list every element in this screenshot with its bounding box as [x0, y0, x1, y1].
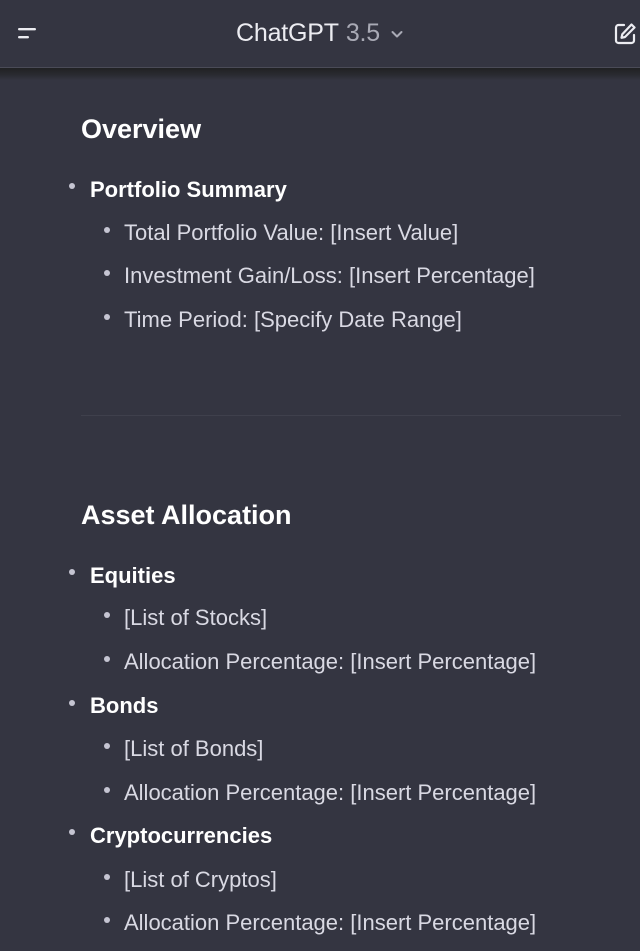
list-item: [List of Bonds] [124, 736, 264, 761]
bullet-icon [104, 314, 110, 320]
menu-icon[interactable] [16, 22, 40, 46]
app-title: ChatGPT [236, 19, 339, 47]
bullet-icon [69, 183, 75, 189]
list-item: [List of Stocks] [124, 605, 268, 630]
bullet-icon [69, 829, 75, 835]
title-wrapper [0, 0, 640, 67]
list-item: [List of Cryptos] [124, 867, 277, 892]
section-heading-overview: Overview [81, 114, 202, 144]
chevron-down-icon [390, 27, 404, 41]
header-shadow [0, 68, 640, 80]
list-item: Allocation Percentage: [Insert Percentage] [124, 910, 537, 935]
list-item-portfolio-summary: Portfolio Summary [90, 177, 287, 202]
bullet-icon [104, 227, 110, 233]
bullet-icon [104, 787, 110, 793]
bullet-icon [104, 743, 110, 749]
bullet-icon [104, 656, 110, 662]
bullet-icon [104, 612, 110, 618]
top-bar [0, 0, 640, 68]
bullet-icon [104, 874, 110, 880]
bullet-icon [69, 569, 75, 575]
list-item: Total Portfolio Value: [Insert Value] [124, 220, 459, 245]
list-item: Investment Gain/Loss: [Insert Percentage] [124, 263, 535, 288]
list-item: Allocation Percentage: [Insert Percentage] [124, 780, 537, 805]
section-heading-asset-allocation: Asset Allocation [81, 500, 292, 530]
model-selector[interactable] [236, 19, 404, 48]
bullet-icon [69, 700, 75, 706]
model-version: 3.5 [345, 19, 380, 47]
bullet-icon [104, 917, 110, 923]
list-item-cryptocurrencies: Cryptocurrencies [90, 823, 273, 848]
list-item: Time Period: [Specify Date Range] [124, 307, 462, 332]
list-item-equities: Equities [90, 563, 176, 588]
list-item-bonds: Bonds [90, 693, 159, 718]
section-divider [81, 415, 621, 416]
list-item: Allocation Percentage: [Insert Percentage] [124, 649, 537, 674]
bullet-icon [104, 270, 110, 276]
edit-icon[interactable] [612, 21, 638, 47]
